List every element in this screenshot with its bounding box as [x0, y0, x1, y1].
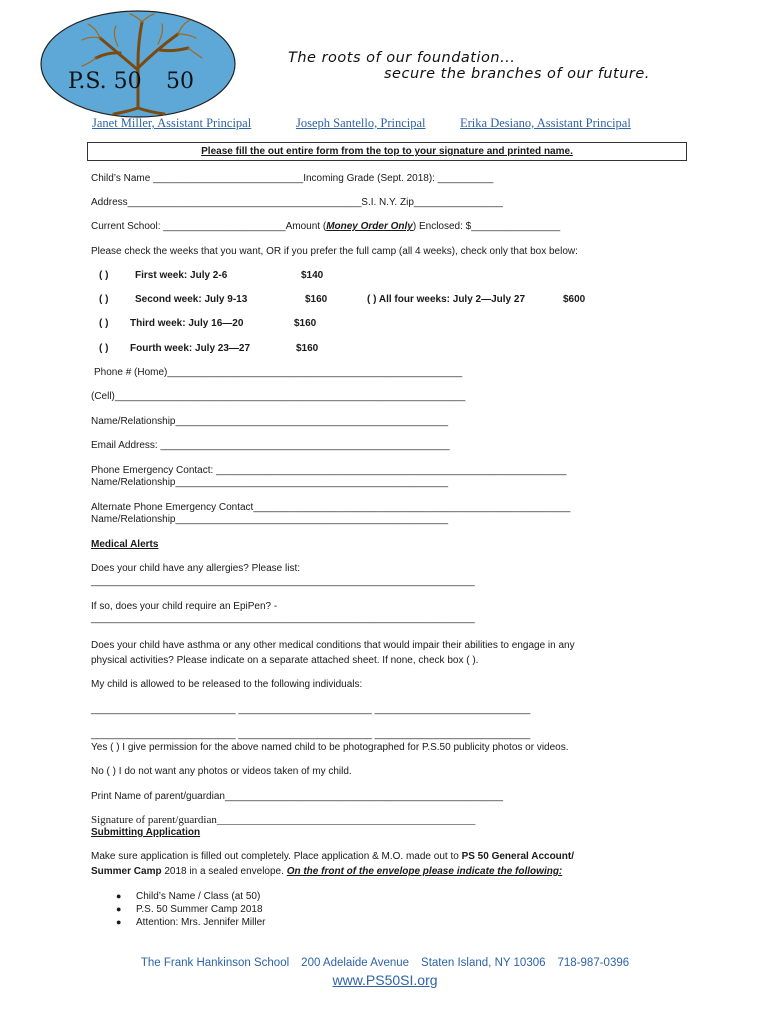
epipen-question: If so, does your child require an EpiPen? -	[91, 601, 278, 612]
photo-permission-no[interactable]: No ( ) I do not want any photos or videos taken of my child.	[91, 766, 352, 777]
release-question: My child is allowed to be released to the following individuals:	[91, 679, 363, 690]
release-field-row2[interactable]: __________________________ ________________________ ____________________________	[91, 729, 531, 740]
photo-permission-yes[interactable]: Yes ( ) I give permission for the above named child to be photographed for P.S.50 publicity photos or videos.	[91, 742, 569, 753]
school-logo	[38, 8, 238, 120]
school-amount-field[interactable]: Current School: ______________________Amount (Money Order Only) Enclosed: $________________	[91, 221, 561, 232]
week2-checkbox[interactable]: ( )	[99, 294, 109, 305]
week3-label: Third week: July 16—20	[130, 318, 244, 329]
week1-price: $140	[301, 270, 324, 281]
alternate-contact-field[interactable]: Alternate Phone Emergency Contact_________________________________________________________	[91, 502, 571, 513]
address-field[interactable]: Address__________________________________________S.I. N.Y. Zip________________	[91, 197, 503, 208]
signature-field[interactable]: Signature of parent/guardian_______________________________________________	[91, 814, 476, 826]
envelope-item-1: Child’s Name / Class (at 50)	[136, 891, 261, 902]
print-name-field[interactable]: Print Name of parent/guardian__________________________________________________	[91, 791, 504, 802]
footer-address: The Frank Hankinson School 200 Adelaide Avenue Staten Island, NY 10306 718-987-0396	[140, 957, 630, 969]
medical-alerts-heading: Medical Alerts	[91, 539, 159, 550]
motto-line-1: The roots of our foundation...	[288, 50, 516, 66]
cell-field[interactable]: (Cell)_______________________________________________________________	[91, 391, 466, 402]
envelope-item-3: Attention: Mrs. Jennifer Miller	[136, 917, 266, 928]
week2-label: Second week: July 9-13	[135, 294, 248, 305]
emergency-contact-field[interactable]: Phone Emergency Contact: _______________________________________________________________	[91, 465, 567, 476]
allergies-field[interactable]: _____________________________________________________________________	[91, 576, 475, 587]
submitting-line2: Summer Camp 2018 in a sealed envelope. On the front of the envelope please indicate the following:	[91, 866, 563, 877]
week3-checkbox[interactable]: ( )	[99, 318, 109, 329]
bullet-icon: ●	[116, 904, 122, 914]
submitting-line1: Make sure application is filled out completely. Place application & M.O. made out to PS 50 General Account/	[91, 851, 575, 862]
instructions-box: Please fill the out entire form from the top to your signature and printed name.	[87, 142, 687, 161]
bullet-icon: ●	[116, 917, 122, 927]
week2-price: $160	[305, 294, 328, 305]
all-weeks-price: $600	[563, 294, 586, 305]
alternate-relationship-field[interactable]: Name/Relationship_________________________________________________	[91, 514, 449, 525]
week1-checkbox[interactable]: ( )	[99, 270, 109, 281]
week4-price: $160	[296, 343, 319, 354]
all-weeks-checkbox[interactable]: ( ) All four weeks: July 2—July 27	[367, 294, 526, 305]
envelope-item-2: P.S. 50 Summer Camp 2018	[136, 904, 263, 915]
child-name-field[interactable]: Child’s Name ___________________________Incoming Grade (Sept. 2018): __________	[91, 173, 494, 184]
emergency-relationship-field[interactable]: Name/Relationship_________________________________________________	[91, 477, 449, 488]
phone-home-field[interactable]: Phone # (Home)_____________________________________________________	[94, 367, 463, 378]
week1-label: First week: July 2-6	[135, 270, 228, 281]
assistant-principal-1: Janet Miller, Assistant Principal	[92, 116, 252, 130]
email-field[interactable]: Email Address: ____________________________________________________	[91, 440, 450, 451]
week3-price: $160	[294, 318, 317, 329]
asthma-question-line1: Does your child have asthma or any other medical conditions that would impair their abilities to engage in any	[91, 640, 575, 651]
epipen-field[interactable]: _____________________________________________________________________	[91, 613, 475, 624]
website-link[interactable]: www.PS50SI.org	[332, 972, 438, 988]
bullet-icon: ●	[116, 891, 122, 901]
release-field-row1[interactable]: __________________________ ________________________ ____________________________	[91, 704, 531, 715]
week4-checkbox[interactable]: ( )	[99, 343, 109, 354]
assistant-principal-2: Erika Desiano, Assistant Principal	[460, 116, 631, 130]
week4-label: Fourth week: July 23—27	[130, 343, 251, 354]
asthma-question-line2[interactable]: physical activities? Please indicate on a separate attached sheet. If none, check box ( ).	[91, 655, 479, 666]
allergies-question: Does your child have any allergies? Please list:	[91, 563, 300, 574]
weeks-intro: Please check the weeks that you want, OR if you prefer the full camp (all 4 weeks), check only that box below:	[91, 246, 578, 257]
logo-ps-text: P.S. 50	[68, 69, 142, 94]
motto-line-2: secure the branches of our future.	[384, 66, 650, 82]
submitting-heading: Submitting Application	[91, 827, 201, 838]
name-relationship-field[interactable]: Name/Relationship_________________________________________________	[91, 416, 449, 427]
logo-50-text: 50	[166, 69, 194, 94]
principal: Joseph Santello, Principal	[296, 116, 426, 130]
